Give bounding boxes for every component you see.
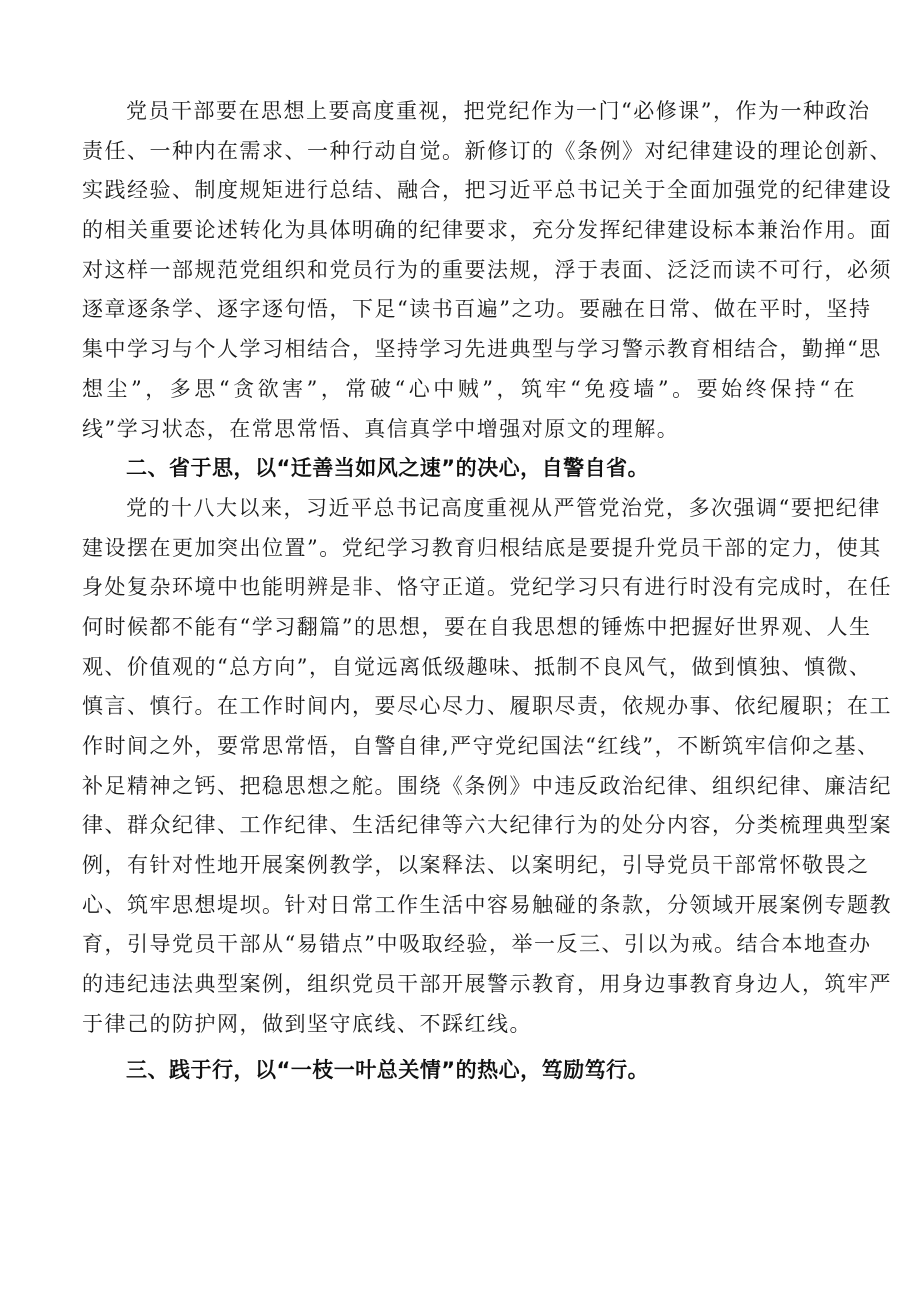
paragraph-line: 观、价值观的“总方向”，自觉远离低级趣味、抵制不良风气，做到慎独、慎微、 (82, 654, 872, 679)
paragraph-line: 的违纪违法典型案例，组织党员干部开展警示教育，用身边事教育身边人，筑牢严 (82, 972, 892, 997)
paragraph-line: 的相关重要论述转化为具体明确的纪律要求，充分发挥纪律建设标本兼治作用。面 (82, 218, 892, 243)
paragraph-line: 建设摆在更加突出位置”。党纪学习教育归根结底是要提升党员干部的定力，使其 (82, 535, 882, 560)
paragraph-line: 党员干部要在思想上要高度重视，把党纪作为一门“必修课”，作为一种政治 (126, 99, 871, 123)
paragraph-line: 身处复杂环境中也能明辨是非、恪守正道。党纪学习只有进行时没有完成时，在任 (82, 575, 892, 600)
paragraph-line: 心、筑牢思想堤坝。针对日常工作生活中容易触碰的条款，分领域开展案例专题教 (82, 892, 892, 917)
paragraph-line: 线”学习状态，在常思常悟、真信真学中增强对原文的理解。 (82, 416, 680, 441)
paragraph-line: 补足精神之钙、把稳思想之舵。围绕《条例》中违反政治纪律、组织纪律、廉洁纪 (82, 773, 892, 798)
paragraph-line: 育，引导党员干部从“易错点”中吸取经验，举一反三、引以为戒。结合本地查办 (82, 932, 872, 957)
paragraph-line: 律、群众纪律、工作纪律、生活纪律等六大纪律行为的处分内容，分类梳理典型案 (82, 813, 892, 838)
document-body (82, 92, 892, 1090)
paragraph-line: 责任、一种内在需求、一种行动自觉。新修订的《条例》对纪律建设的理论创新、 (82, 138, 892, 163)
paragraph-2 (82, 489, 892, 1045)
paragraph-line: 何时候都不能有“学习翻篇”的思想，要在自我思想的锤炼中把握好世界观、人生 (82, 614, 872, 639)
paragraph-line: 想尘”，多思“贪欲害”，常破“心中贼”，筑牢“免疫墙”。要始终保持“在 (82, 376, 856, 401)
paragraph-line: 例，有针对性地开展案例教学，以案释法、以案明纪，引导党员干部常怀敬畏之 (82, 853, 870, 878)
paragraph-line: 集中学习与个人学习相结合，坚持学习先进典型与学习警示教育相结合，勤掸“思 (82, 337, 882, 362)
paragraph-line: 于律己的防护网，做到坚守底线、不踩红线。 (82, 1011, 532, 1036)
paragraph-line: 作时间之外，要常思常悟，自警自律,严守党纪国法“红线”，不断筑牢信仰之基、 (82, 734, 880, 758)
section-heading-2: 二、省于思，以“迁善当如风之速”的决心，自警自省。 (126, 456, 650, 481)
paragraph-line: 逐章逐条学、逐字逐句悟，下足“读书百遍”之功。要融在日常、做在平时，坚持 (82, 297, 872, 322)
paragraph-line: 党的十八大以来，习近平总书记高度重视从严管党治党，多次强调“要把纪律 (126, 495, 881, 520)
paragraph-line: 实践经验、制度规矩进行总结、融合，把习近平总书记关于全面加强党的纪律建设 (82, 178, 892, 203)
paragraph-1 (82, 92, 892, 449)
section-heading-3: 三、践于行，以“一枝一叶总关情”的热心，笃励笃行。 (126, 1057, 650, 1082)
paragraph-line: 慎言、慎行。在工作时间内，要尽心尽力、履职尽责，依规办事、依纪履职；在工 (82, 694, 892, 719)
paragraph-line: 对这样一部规范党组织和党员行为的重要法规，浮于表面、泛泛而读不可行，必须 (82, 257, 892, 282)
